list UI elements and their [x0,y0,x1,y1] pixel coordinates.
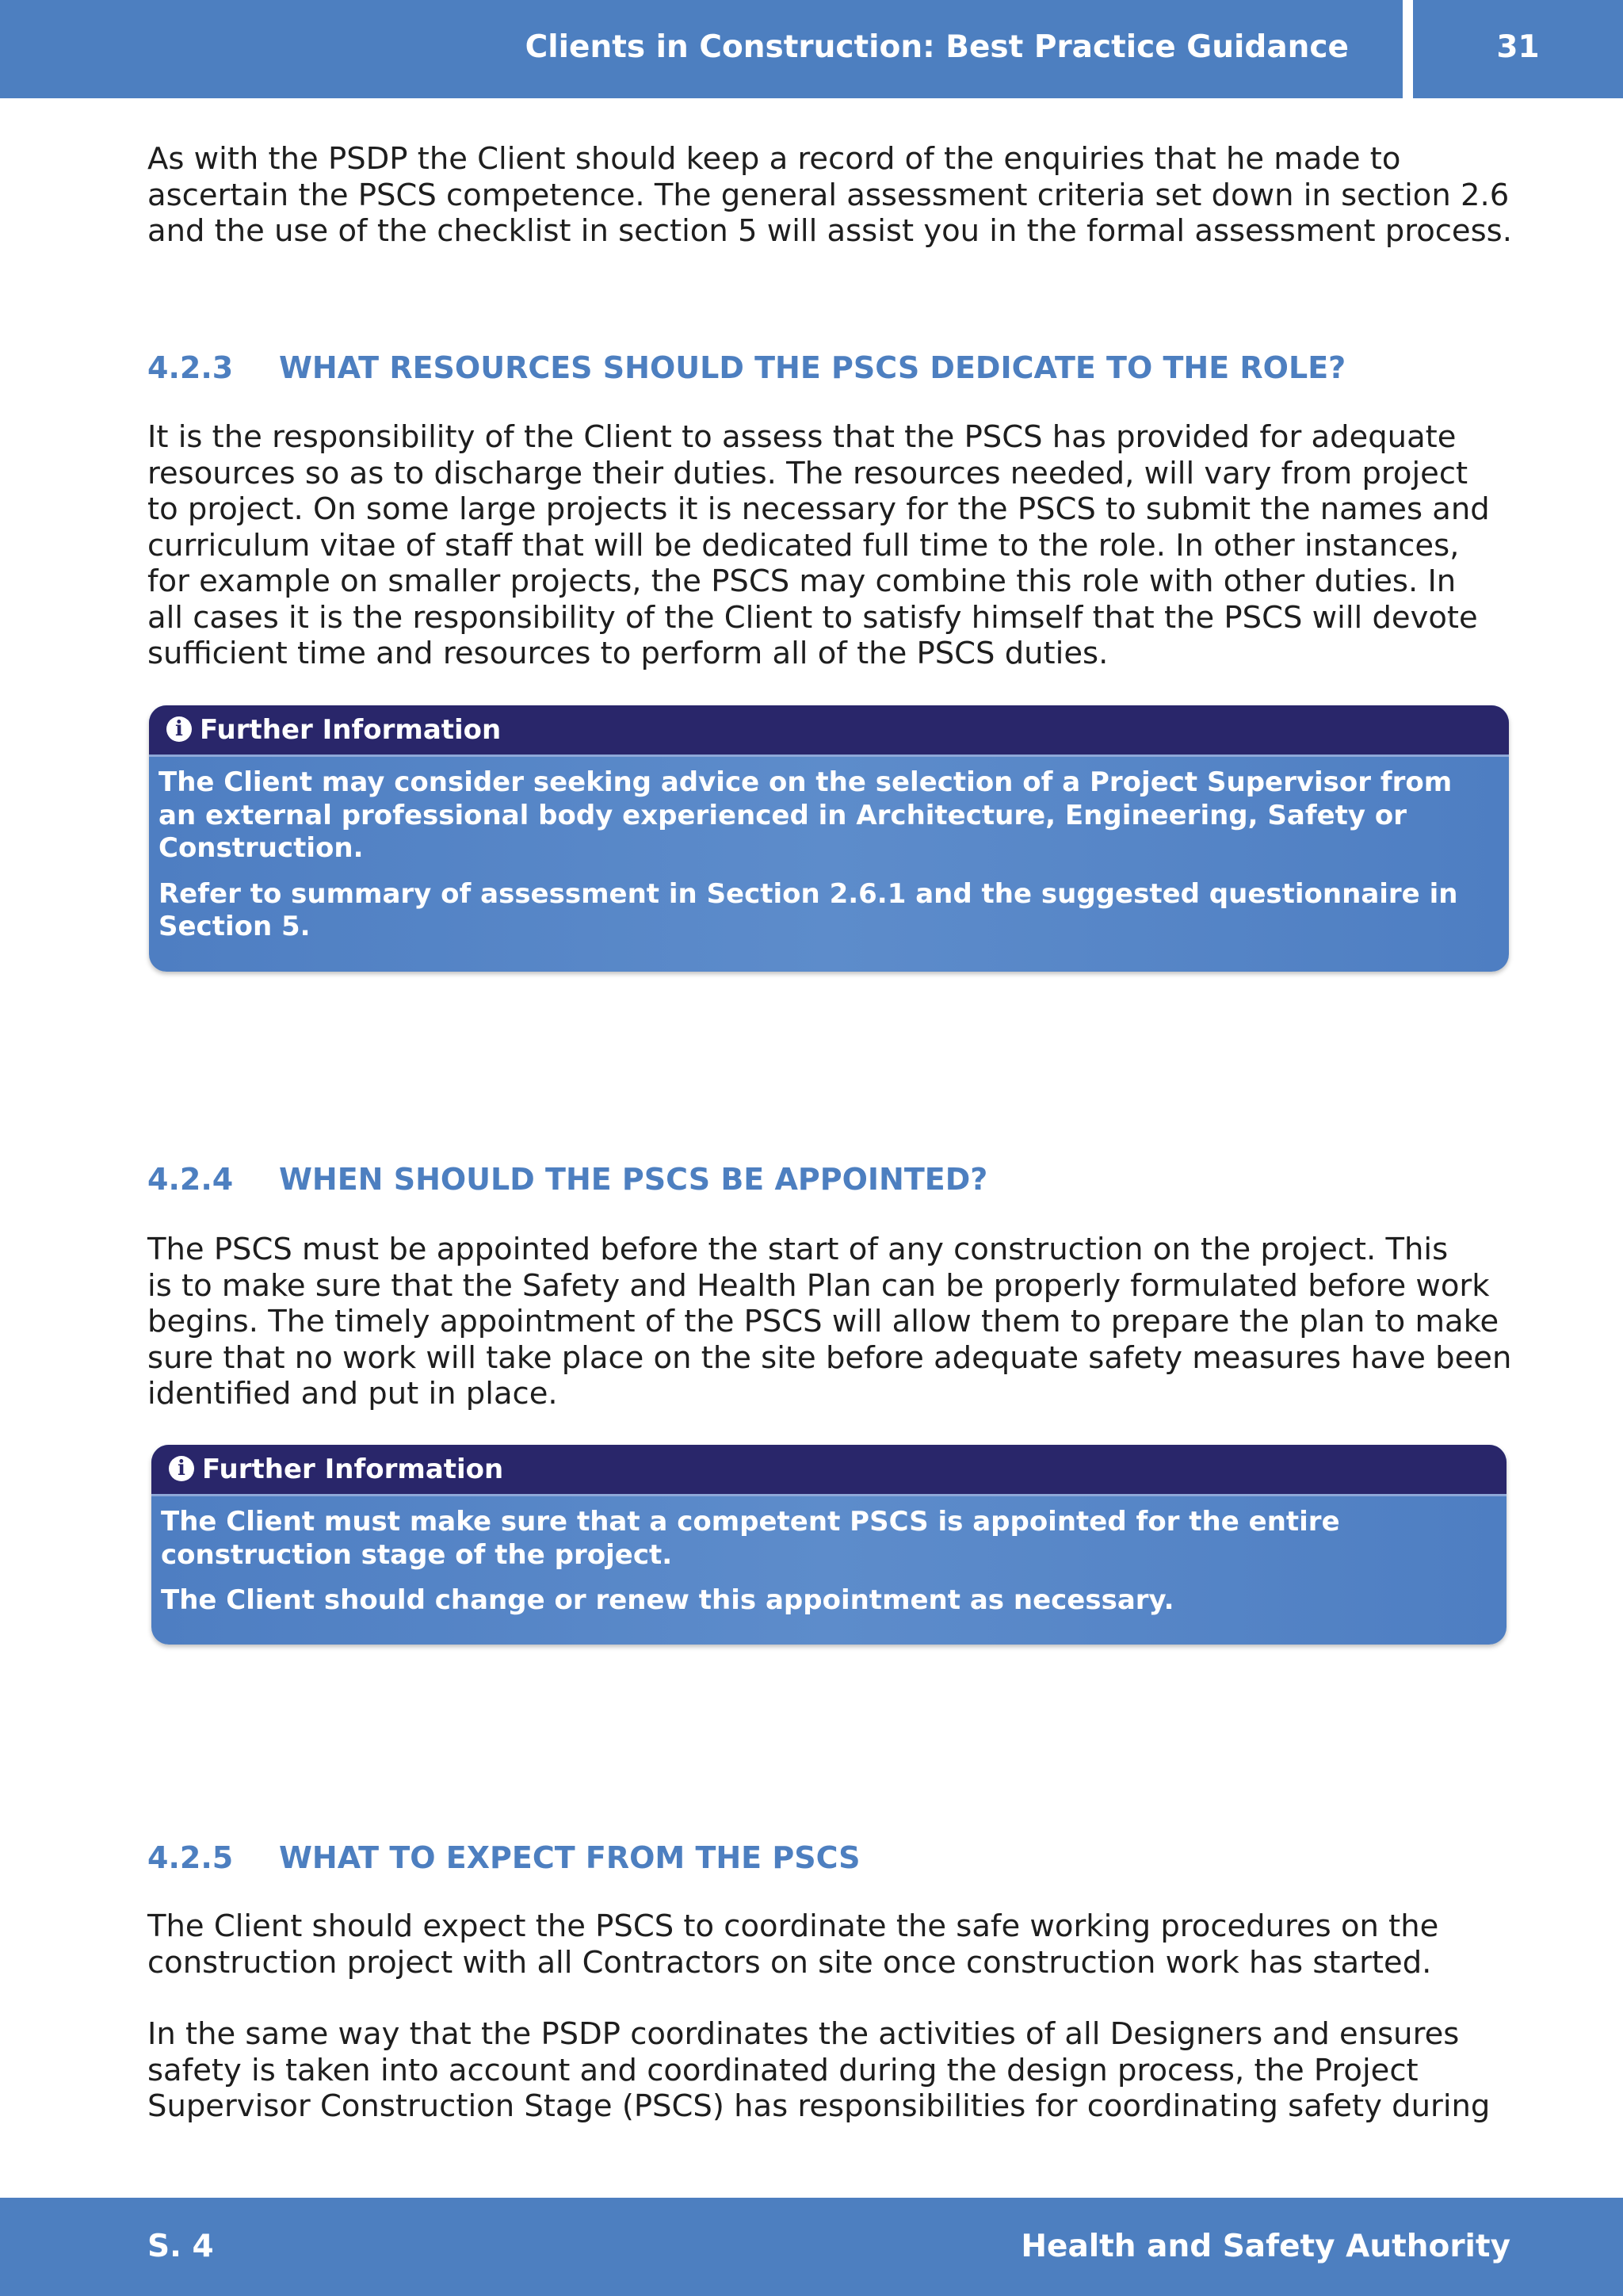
further-information-title: Further Information [202,1454,504,1485]
text-line: an external professional body experienced in Architecture, Engineering, Safety or [158,799,1407,831]
text-line: It is the responsibility of the Client to assess that the PSCS has provided for adequate [147,419,1457,455]
text-line: ascertain the PSCS competence. The general assessment criteria set down in section 2.6 [147,177,1510,213]
further-information-box [151,1445,1507,1645]
text-line: identified and put in place. [147,1376,558,1412]
section-4-2-5-paragraph-2 [147,2016,1518,2125]
section-title: WHAT TO EXPECT FROM THE PSCS [279,1840,861,1875]
info-icon: i [166,716,192,742]
document-title: Clients in Construction: Best Practice Guidance [525,29,1349,65]
section-heading-4-2-3 [147,350,1346,385]
text-line: construction project with all Contractors on site once construction work has started. [147,1944,1432,1981]
footer-section-label: S. 4 [147,2229,214,2264]
further-information-header [151,1445,1507,1496]
text-line: all cases it is the responsibility of the Client to satisfy himself that the PSCS will devote [147,599,1478,636]
text-line: As with the PSDP the Client should keep a record of the enquiries that he made to [147,141,1401,177]
footer-bar [0,2198,1623,2296]
text-line: Refer to summary of assessment in Section 2.6.1 and the suggested questionnaire in [158,877,1458,910]
section-number: 4.2.3 [147,350,234,385]
section-title: WHEN SHOULD THE PSCS BE APPOINTED? [279,1162,988,1197]
text-line: construction stage of the project. [161,1538,673,1571]
text-line: resources so as to discharge their duties. The resources needed, will vary from project [147,455,1468,491]
text-line: The Client must make sure that a competent PSCS is appointed for the entire [161,1506,1340,1538]
further-information-title: Further Information [200,714,502,746]
text-line: and the use of the checklist in section 5 will assist you in the formal assessment process. [147,213,1512,249]
further-information-header [149,705,1509,757]
section-4-2-4-paragraph [147,1232,1518,1412]
page-number: 31 [1413,0,1623,98]
further-information-text [149,757,1509,944]
header-bar [0,0,1403,98]
text-line: The Client may consider seeking advice on the selection of a Project Supervisor from [158,766,1453,798]
section-heading-4-2-4 [147,1162,987,1197]
intro-paragraph [147,141,1518,250]
text-line: sufficient time and resources to perform all of the PSCS duties. [147,636,1109,671]
text-line: sure that no work will take place on the site before adequate safety measures have been [147,1339,1512,1376]
section-heading-4-2-5 [147,1840,861,1875]
section-title: WHAT RESOURCES SHOULD THE PSCS DEDICATE TO THE ROLE? [279,350,1346,385]
text-line: Supervisor Construction Stage (PSCS) has responsibilities for coordinating safety during [147,2088,1491,2124]
section-number: 4.2.4 [147,1162,234,1197]
section-4-2-3-paragraph [147,419,1518,672]
text-line: The Client should change or renew this appointment as necessary. [161,1584,1174,1616]
info-icon: i [169,1456,194,1481]
further-information-box [149,705,1509,972]
section-4-2-5-paragraph-1 [147,1908,1518,1981]
text-line: for example on smaller projects, the PSCS may combine this role with other duties. In [147,563,1457,599]
text-line: to project. On some large projects it is necessary for the PSCS to submit the names and [147,491,1490,527]
text-line: is to make sure that the Safety and Health Plan can be properly formulated before work [147,1267,1490,1304]
text-line: In the same way that the PSDP coordinates the activities of all Designers and ensures [147,2016,1460,2052]
text-line: curriculum vitae of staff that will be dedicated full time to the role. In other instances, [147,527,1460,563]
text-line: Section 5. [158,911,311,942]
text-line: Construction. [158,832,364,864]
footer-organization: Health and Safety Authority [1021,2229,1510,2264]
section-number: 4.2.5 [147,1840,234,1875]
text-line: safety is taken into account and coordinated during the design process, the Project [147,2052,1419,2088]
text-line: The Client should expect the PSCS to coordinate the safe working procedures on the [147,1908,1439,1944]
further-information-text [151,1496,1507,1618]
text-line: begins. The timely appointment of the PSCS will allow them to prepare the plan to make [147,1304,1499,1339]
text-line: The PSCS must be appointed before the start of any construction on the project. This [147,1232,1449,1267]
